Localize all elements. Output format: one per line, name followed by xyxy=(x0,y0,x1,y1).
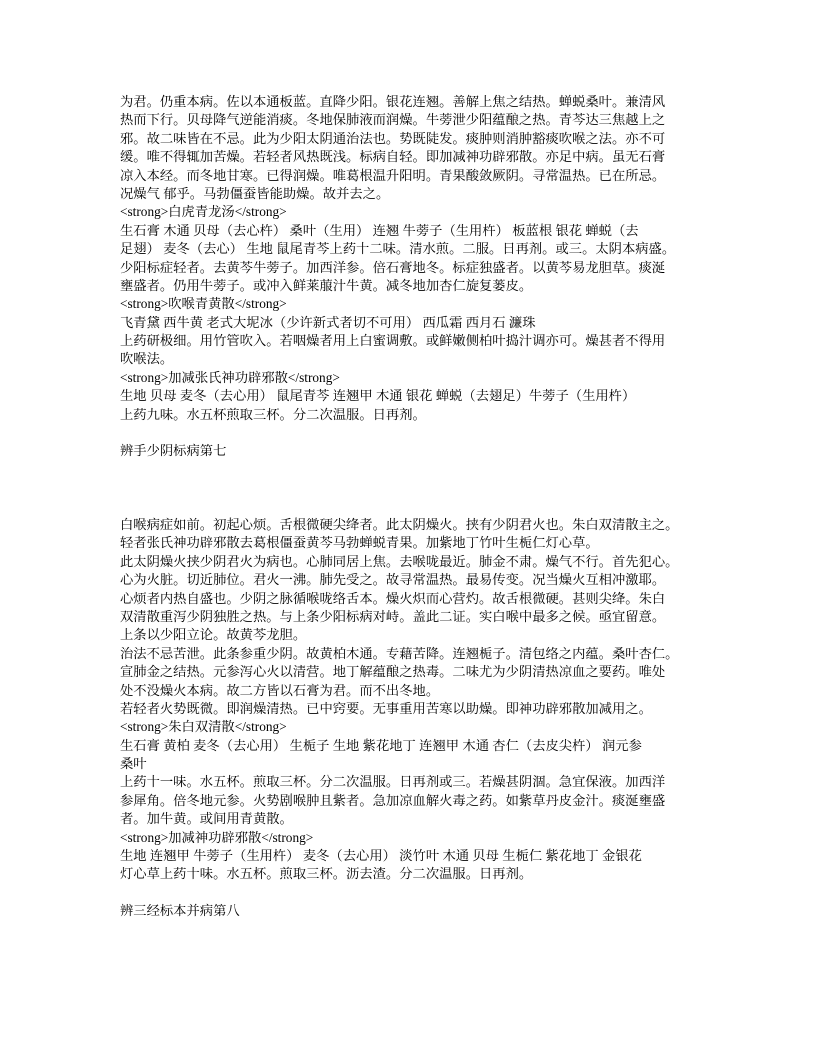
formula-title-line: <strong>加减神功辟邪散</strong> xyxy=(120,829,314,845)
section-shaoyang-taiyin-treatise xyxy=(120,93,740,424)
document-body xyxy=(120,93,740,921)
text-line: 况燥气 郁乎。马勃僵蚕皆能助燥。故并去之。 xyxy=(120,185,390,201)
text-line: 生石膏 黄柏 麦冬（去心用） 生栀子 生地 紫花地丁 连翘甲 木通 杏仁（去皮尖杵） 润元参 xyxy=(120,737,642,753)
text-line: 生地 贝母 麦冬（去心用） 鼠尾青芩 连翘甲 木通 银花 蝉蜕（去翅足）牛蒡子（生用杵） xyxy=(120,388,636,404)
text-line: 治法不忌苦泄。此条参重少阴。故黄柏木通。专藉苦降。连翘栀子。清包络之内蕴。桑叶杏仁。 xyxy=(120,645,679,661)
text-line: 处不没燥火本病。故二方皆以石膏为君。而不出冬地。 xyxy=(120,682,440,698)
formula-title-line: <strong>加减张氏神功辟邪散</strong> xyxy=(120,369,340,385)
section-heading-eight: 辨三经标本并病第八 xyxy=(120,903,240,919)
formula-title-line: <strong>白虎青龙汤</strong> xyxy=(120,204,287,220)
text-line: 双清散重泻少阴独胜之热。与上条少阳标病对峙。盖此二证。实白喉中最多之候。亟宜留意。 xyxy=(120,608,666,624)
text-line: 宣肺金之结热。元参泻心火以清营。地丁解蕴酿之热毒。二味尤为少阴清热凉血之要药。唯处 xyxy=(120,664,666,680)
text-line: 生石膏 木通 贝母（去心杵） 桑叶（生用） 连翘 牛蒡子（生用杵） 板蓝根 银花 蝉蜕（去 xyxy=(120,222,639,238)
text-line: 桑叶 xyxy=(120,756,147,772)
text-line: 上药研极细。用竹管吹入。若咽燥者用上白蜜调敷。或鲜嫩侧柏叶捣汁调亦可。燥甚者不得用 xyxy=(120,333,666,349)
text-line: 者。加牛黄。或间用青黄散。 xyxy=(120,811,293,827)
formula-title-line: <strong>朱白双清散</strong> xyxy=(120,719,287,735)
text-line: 白喉病症如前。初起心烦。舌根微硬尖绛者。此太阴燥火。挟有少阴君火也。朱白双清散主之。 xyxy=(120,517,679,532)
text-line: 壅盛者。仍用牛蒡子。或冲入鲜莱菔汁牛黄。减冬地加杏仁旋复蒌皮。 xyxy=(120,277,533,293)
text-line: 吹喉法。 xyxy=(120,351,174,367)
text-line: 凉入本经。而冬地甘寒。已得润燥。唯葛根温升阳明。青果酸敛厥阴。寻常温热。已在所忌。 xyxy=(120,167,666,183)
text-line: 缓。唯不得辄加苦燥。若轻者风热既浅。标病自轻。即加减神功辟邪散。亦足中病。虽无石膏 xyxy=(120,149,666,165)
section-shaoyin-biao-disease xyxy=(120,516,740,884)
text-line: 此太阴燥火挟少阴君火为病也。心肺同居上焦。去喉咙最近。肺金不肃。燥气不行。首先犯心。 xyxy=(120,553,679,569)
section-heading-seven: 辨手少阴标病第七 xyxy=(120,443,227,459)
formula-title-line: <strong>吹喉青黄散</strong> xyxy=(120,296,287,312)
text-line: 为君。仍重本病。佐以本通板蓝。直降少阳。银花连翘。善解上焦之结热。蝉蜕桑叶。兼清风 xyxy=(120,94,666,109)
text-line: 轻者张氏神功辟邪散去葛根僵蚕黄芩马勃蝉蜕青果。加紫地丁竹叶生栀仁灯心草。 xyxy=(120,535,599,551)
text-line: 灯心草上药十味。水五杯。煎取三杯。沥去渣。分二次温服。日再剂。 xyxy=(120,866,533,882)
text-line: 心烦者内热自盛也。少阴之脉循喉咙络舌本。燥火炽而心营灼。故舌根微硬。甚则尖绛。朱白 xyxy=(120,590,666,606)
text-line: 飞青黛 西牛黄 老式大坭冰（少许新式者切不可用） 西瓜霜 西月石 濂珠 xyxy=(120,314,536,330)
text-line: 上药九味。水五杯煎取三杯。分二次温服。日再剂。 xyxy=(120,406,426,422)
text-line: 热而下行。贝母降气逆能消痰。冬地保肺液而润燥。牛蒡泄少阳蕴酿之热。青芩达三焦越上之 xyxy=(120,112,666,128)
text-line: 上药十一味。水五杯。煎取三杯。分二次温服。日再剂或三。若燥甚阴涸。急宜保液。加西洋 xyxy=(120,774,666,790)
text-line: 参犀角。倍冬地元参。火势剧喉肿且紫者。急加凉血解火毒之药。如紫草丹皮金汁。痰涎壅盛 xyxy=(120,792,666,808)
text-line: 若轻者火势既微。即润燥清热。已中窍要。无事重用苦寒以助燥。即神功辟邪散加减用之。 xyxy=(120,700,652,716)
text-line: 足翅） 麦冬（去心） 生地 鼠尾青芩上药十二味。清水煎。二服。日再剂。或三。太阴本病盛。 xyxy=(120,241,676,257)
text-line: 少阳标症轻者。去黄芩牛蒡子。加西洋参。倍石膏地冬。标症独盛者。以黄芩易龙胆草。痰涎 xyxy=(120,259,666,275)
text-line: 生地 连翘甲 牛蒡子（生用杵） 麦冬（去心用） 淡竹叶 木通 贝母 生栀仁 紫花地丁 金银花 xyxy=(120,848,642,864)
text-line: 心为火脏。切近肺位。君火一沸。肺先受之。故寻常温热。最易传变。况当燥火互相冲激耶。 xyxy=(120,572,666,588)
text-line: 邪。故二味皆在不忌。此为少阳太阴通治法也。势既陡发。痰肿则消肿豁痰吹喉之法。亦不可 xyxy=(120,130,666,146)
text-line: 上条以少阳立论。故黄芩龙胆。 xyxy=(120,627,307,643)
